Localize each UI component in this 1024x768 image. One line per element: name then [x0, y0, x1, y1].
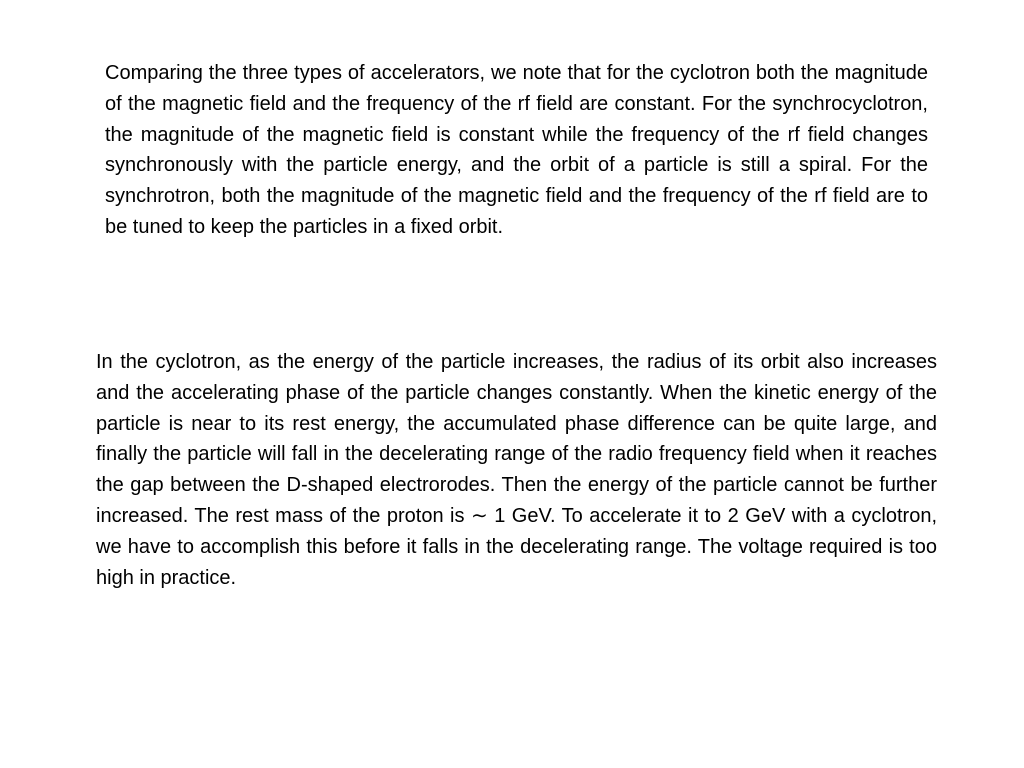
- paragraph-accelerator-comparison: Comparing the three types of accelerators, we note that for the cyclotron both the magnitude of the magnetic field and the frequency of the rf field are constant. For the synchrocyclotron, the magnitude of the magnetic field is constant while the frequency of the rf field changes synchronously with the particle energy, and the orbit of a particle is still a spiral. For the synchrotron, both the magnitude of the magnetic field and the frequency of the rf field are to be tuned to keep the particles in a fixed orbit.: [105, 62, 928, 238]
- paragraph-cyclotron-limitation: In the cyclotron, as the energy of the particle increases, the radius of its orbit also increases and the accelerating phase of the particle changes constantly. When the kinetic energy of the particle is near to its rest energy, the accumulated phase difference can be quite large, and finally the particle will fall in the decelerating range of the radio frequency field when it reaches the gap between the D-shaped electrorodes. Then the energy of the particle cannot be further increased. The rest mass of the proton is ∼ 1 GeV. To accelerate it to 2 GeV with a cyclotron, we have to accomplish this before it falls in the decelerating range. The voltage required is too high in practice.: [96, 351, 937, 589]
